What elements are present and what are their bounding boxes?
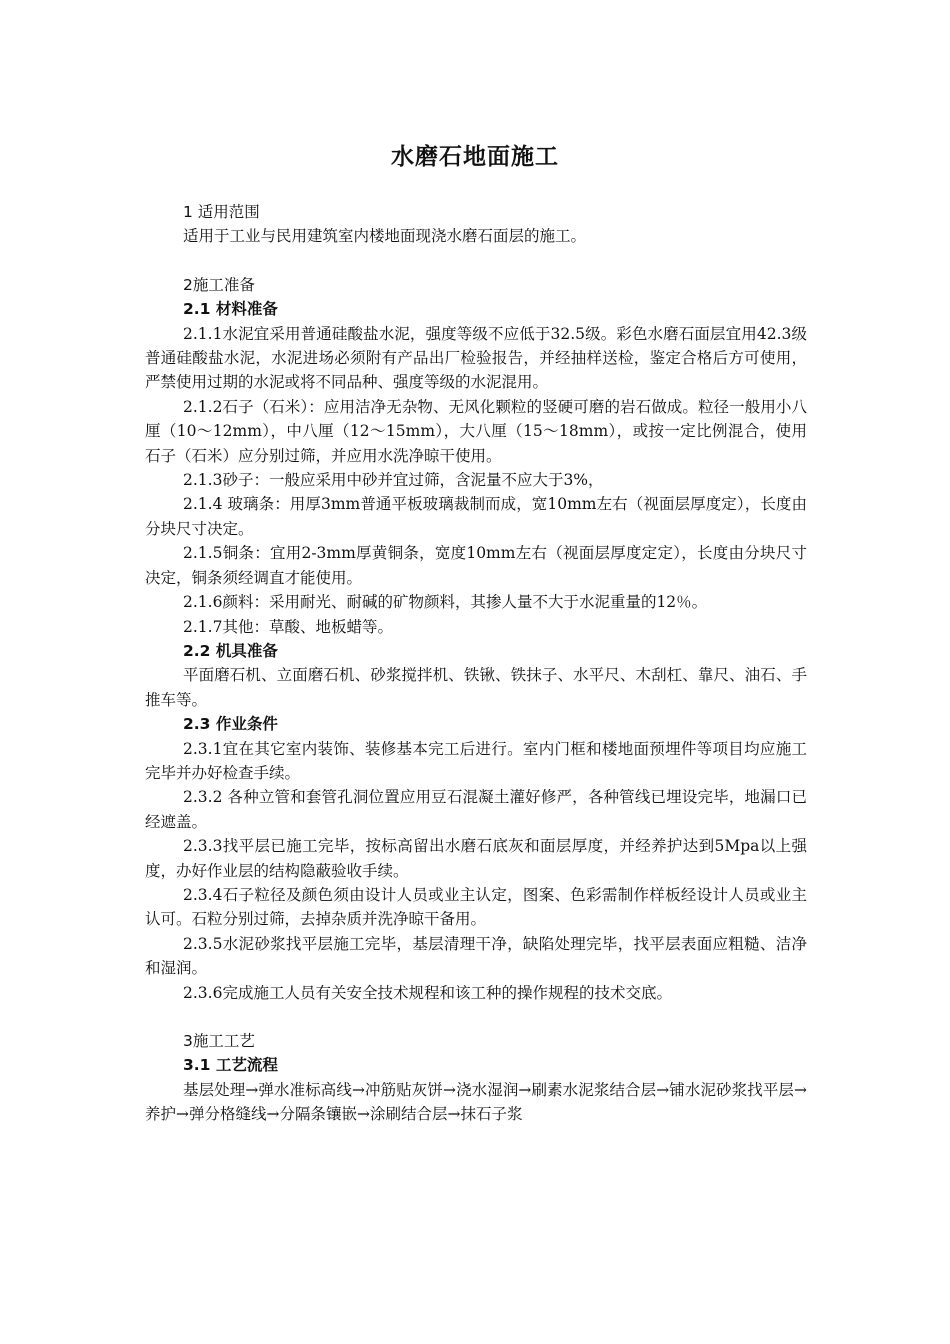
paragraph-2-1-3: 2.1.3砂子：一般应采用中砂并宜过筛，含泥量不应大于3%，: [183, 471, 604, 490]
subsection-3-1-heading: 3.1 工艺流程: [183, 1056, 278, 1075]
paragraph-2-1-7: 2.1.7其他：草酸、地板蜡等。: [183, 617, 393, 636]
paragraph-2-1-2: 2.1.2石子（石米）：应用洁净无杂物、无风化颗粒的竖硬可磨的岩石做成。粒径一般用小八厘（10～12mm），中八厘（12～15mm），大八厘（15～18mm），或按一定比例混合，使用石子（石米）应分别过筛，并应用水洗净晾干使用。: [145, 397, 807, 465]
paragraph-2-3-2: 2.3.2 各种立管和套管孔洞位置应用豆石混凝土灌好修严，各种管线已埋设完毕，地漏口已经遮盖。: [145, 788, 807, 831]
section-2-heading: 2施工准备: [183, 275, 255, 294]
section-3-heading: 3施工工艺: [183, 1032, 255, 1050]
paragraph-2-3-5: 2.3.5水泥砂浆找平层施工完毕，基层清理干净，缺陷处理完毕，找平层表面应粗糙、洁净和湿润。: [145, 934, 807, 978]
paragraph-2-1-5: 2.1.5铜条：宜用2-3mm厚黄铜条，宽度10mm左右（视面层厚度定定），长度由分块尺寸决定，铜条须经调直才能使用。: [145, 544, 807, 587]
paragraph-2-1-6: 2.1.6颜料：采用耐光、耐碱的矿物颜料，其掺人量不大于水泥重量的12％。: [183, 593, 708, 612]
subsection-2-1-heading: 2.1 材料准备: [183, 300, 278, 319]
spacer: [145, 1005, 807, 1029]
paragraph-2-3-6: 2.3.6完成施工人员有关安全技术规程和该工种的操作规程的技术交底。: [183, 983, 672, 1002]
paragraph-2-1-4: 2.1.4 玻璃条：用厚3mm普通平板玻璃裁制而成，宽10mm左右（视面层厚度定），长度由分块尺寸决定。: [145, 495, 807, 538]
subsection-2-3-heading: 2.3 作业条件: [183, 715, 278, 734]
paragraph-2-3-4: 2.3.4石子粒径及颜色须由设计人员或业主认定，图案、色彩需制作样板经设计人员或业主认可。石粒分别过筛，去掉杂质并洗净晾干备用。: [145, 885, 807, 929]
document-title: 水磨石地面施工: [391, 144, 559, 170]
section-1-text: 适用于工业与民用建筑室内楼地面现浇水磨石面层的施工。: [183, 227, 587, 246]
paragraph-3-1: 基层处理→弹水准标高线→冲筋贴灰饼→浇水湿润→刷素水泥浆结合层→铺水泥砂浆找平层→养护→弹分格缝线→分隔条镶嵌→涂刷结合层→抹石子浆: [145, 1080, 807, 1124]
paragraph-2-1-1: 2.1.1水泥宜采用普通硅酸盐水泥，强度等级不应低于32.5级。彩色水磨石面层宜用42.3级普通硅酸盐水泥，水泥进场必须附有产品出厂检验报告，并经抽样送检，鉴定合格后方可使用，严禁使用过期的水泥或将不同品种、强度等级的水泥混用。: [145, 324, 807, 392]
subsection-2-2-heading: 2.2 机具准备: [183, 641, 278, 660]
spacer: [145, 249, 807, 273]
section-1-heading: 1 适用范围: [183, 203, 260, 221]
document-body: [145, 200, 807, 1127]
paragraph-2-2: 平面磨石机、立面磨石机、砂浆搅拌机、铁锹、铁抹子、水平尺、木刮杠、靠尺、油石、手推车等。: [145, 666, 807, 709]
paragraph-2-3-3: 2.3.3找平层已施工完毕，按标高留出水磨石底灰和面层厚度，并经养护达到5Mpa以上强度，办好作业层的结构隐蔽验收手续。: [145, 837, 807, 880]
paragraph-2-3-1: 2.3.1宜在其它室内装饰、装修基本完工后进行。室内门框和楼地面预埋件等项目均应施工完毕并办好检查手续。: [145, 739, 807, 782]
